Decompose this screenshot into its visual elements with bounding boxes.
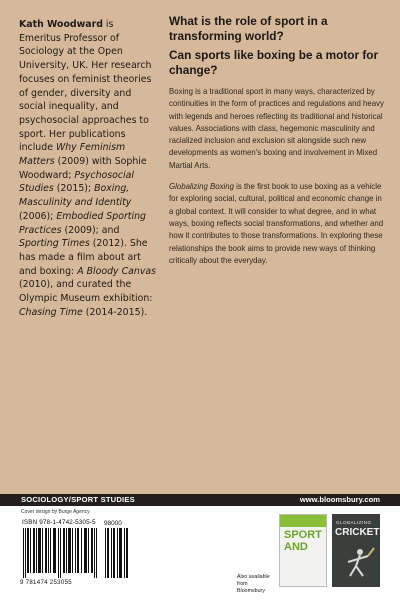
- blurb-paragraph-1: Boxing is a traditional sport in many ways, characterized by continuities in the form of practices and regulations and heavy with legends and heroes reflecting its traditional and historical values. Associations with class, hegemonic masculinity and racialized inclusion and exclusion sit alongside such new developments as women's boxing and involvement in Mixed Martial Arts.: [169, 87, 384, 170]
- bio-text: (2010), and curated the Olympic Museum exhibition:: [19, 279, 153, 305]
- bio-work-title: Why Feminism Matters: [19, 142, 126, 168]
- subject-label: SOCIOLOGY/SPORT STUDIES: [21, 495, 135, 504]
- also-line-1: Also available: [237, 574, 270, 580]
- related-book-title-2: AND: [284, 541, 308, 553]
- bio-text: (2014-2015).: [82, 306, 148, 318]
- related-book-title: SPORT: [284, 529, 322, 541]
- bio-work-title: A Bloody Canvas: [77, 265, 156, 277]
- blurb-paragraph-2: [169, 181, 384, 267]
- book-title: Globalizing Boxing: [169, 182, 234, 192]
- blurb: [169, 14, 384, 354]
- blurb-paragraph-2-text: is the first book to use boxing as a vehicle for exploring social, cultural, political and economic change in a global context. It will consider to what degree, and in what ways, boxing reflects social transformations, and whether and how it contributes to those transformations. In exploring these relationships the book aims to provide new ways of thinking critically about the everyday.: [169, 182, 384, 265]
- related-book-series: GLOBALIZING: [336, 520, 372, 525]
- cover-stripe: [280, 515, 327, 527]
- bio-work-title: Chasing Time: [19, 306, 83, 318]
- bio-text: (2012). She has made a film about art and boxing:: [19, 238, 148, 277]
- author-name: Kath Woodward: [19, 19, 103, 30]
- subject-band: [0, 494, 400, 506]
- cricket-player-icon: [336, 546, 376, 580]
- also-available-note: [237, 574, 277, 594]
- barcode-digits: 9 781474 253055: [20, 579, 72, 586]
- bio-work-title: Embodied Sporting Practices: [19, 210, 146, 236]
- bio-text: (2015);: [53, 183, 95, 195]
- bio-text: is Emeritus Professor of Sociology at the Open University, UK. Her research focuses on feminist theories of gender, diversity and social inequality, and psychosocial approaches to sport. Her publications include: [19, 19, 152, 154]
- isbn-text: ISBN 978-1-4742-5305-5: [22, 519, 96, 526]
- question-heading-1: What is the role of sport in a transforming world?: [169, 14, 328, 43]
- bio-text: (2009); and: [61, 224, 120, 236]
- question-heading-2: Can sports like boxing be a motor for change?: [169, 48, 379, 77]
- related-book-cricket: [332, 514, 380, 587]
- also-line-2: from Bloomsbury: [237, 580, 265, 594]
- barcode-icon: [22, 528, 100, 578]
- barcode-box: [20, 519, 132, 590]
- author-bio: [19, 18, 156, 318]
- bio-work-title: Boxing, Masculinity and Identity: [19, 183, 132, 209]
- bio-work-title: Sporting Times: [19, 238, 90, 250]
- related-book-sport: [279, 514, 327, 587]
- publisher-website: www.bloomsbury.com: [299, 495, 380, 504]
- bio-work-title: Psychosocial Studies: [19, 169, 134, 195]
- price-code: 98000: [104, 520, 122, 527]
- bio-text: (2006);: [19, 210, 57, 222]
- related-book-title: CRICKET: [335, 527, 380, 538]
- design-credit: Cover design by Burge Agency: [21, 509, 90, 515]
- bio-text: (2009) with Sophie Woodward;: [19, 156, 147, 181]
- price-barcode-icon: [104, 528, 130, 578]
